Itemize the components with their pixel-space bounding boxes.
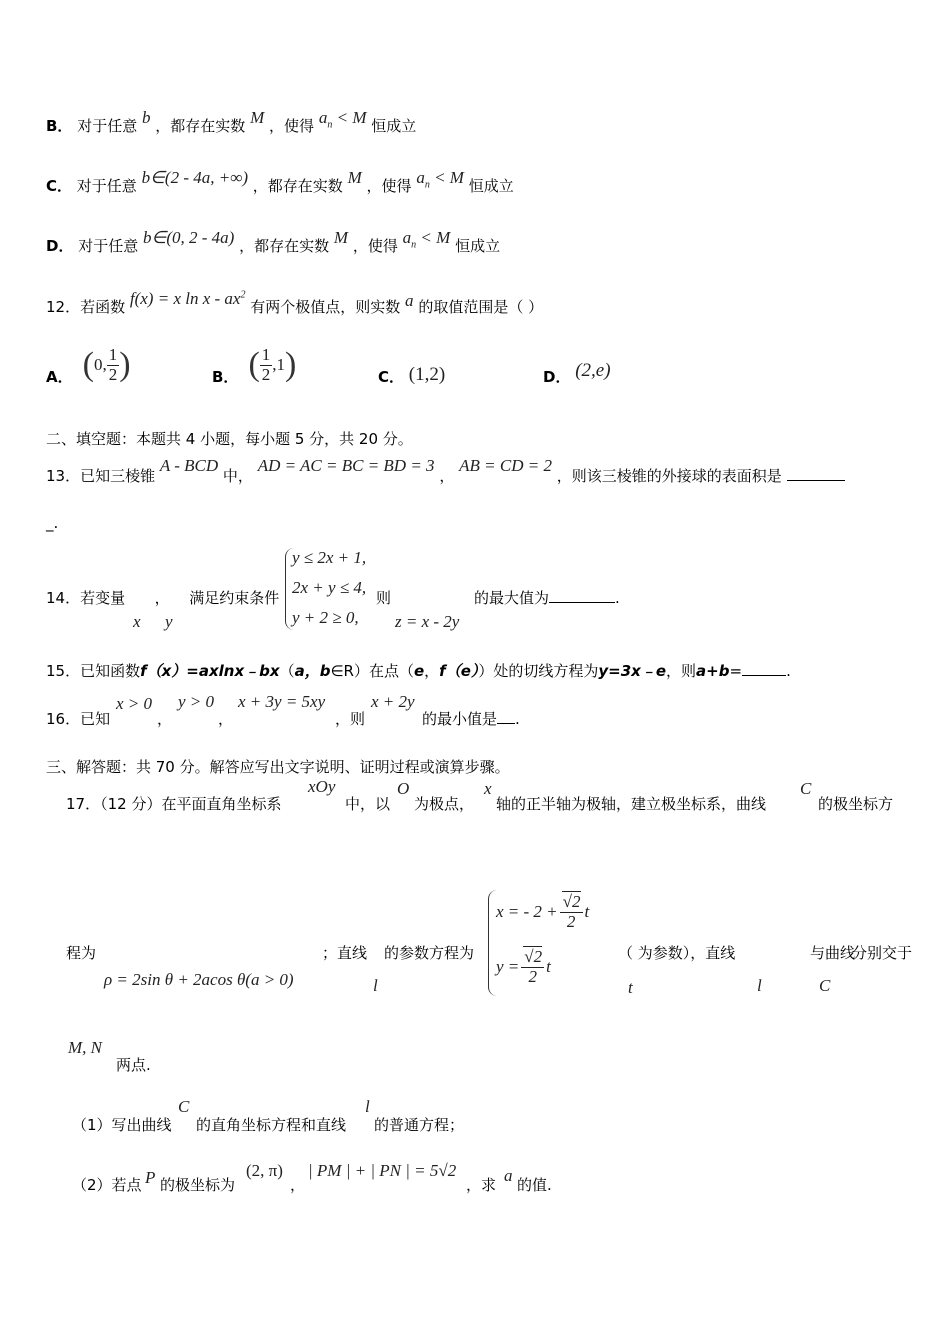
math-var-x: x	[133, 612, 141, 631]
math-expr: AD = AC = BC = BD = 3	[257, 456, 435, 475]
option-d-q12	[543, 360, 611, 388]
math-expr: x > 0	[116, 694, 153, 713]
math-var-y: y	[165, 612, 173, 631]
math-expr: f(x) = x ln x - $ax^2$	[129, 289, 246, 308]
part-2-text: ，	[290, 1176, 306, 1194]
math-expr: x + 3y = 5xy	[238, 692, 326, 711]
math-expr: b∈(2 - 4a, +∞)	[141, 168, 248, 187]
question-text: ，则该三棱锥的外接球的表面积是	[556, 467, 782, 485]
option-label: C．	[378, 368, 405, 386]
question-text: 中，	[222, 467, 253, 485]
constraint-2: 2x + y ≤ 4,	[292, 578, 367, 597]
question-17: 17．（12 分）在平面直角坐标系	[66, 795, 282, 813]
math-expr: ( 0, $\frac{1}{2}$ )	[82, 344, 131, 384]
question-text: 则	[376, 589, 392, 607]
option-d-q11	[46, 228, 501, 258]
part-2-text: 的值.	[517, 1176, 552, 1194]
option-label: D．	[46, 237, 74, 255]
option-c-q12	[378, 366, 445, 388]
math-expr: $a_n < M$	[318, 108, 367, 131]
option-text: 恒成立	[371, 117, 417, 135]
option-text: 恒成立	[455, 237, 501, 255]
answer-blank	[549, 588, 615, 603]
math-expr: M	[347, 168, 362, 187]
question-text: 轴的正半轴为极轴，建立极坐标系，曲线	[496, 795, 767, 813]
option-a-q12	[46, 340, 131, 390]
part-1-text: 的直角坐标方程和直线	[196, 1116, 347, 1134]
math-expr: b	[142, 108, 151, 127]
question-text: 满足约束条件	[189, 589, 280, 607]
question-text: 分别交于	[852, 944, 913, 962]
math-expr: (1,2)	[408, 364, 446, 385]
math-expr: x	[484, 779, 492, 798]
option-text: ，使得	[352, 237, 398, 255]
option-text: ，都存在实数	[239, 237, 330, 255]
option-text: ，都存在实数	[155, 117, 246, 135]
section-heading: 二、填空题：本题共 4 小题，每小题 5 分，共 20 分。	[46, 430, 413, 448]
option-text: ，都存在实数	[252, 177, 343, 195]
math-expr: (2, π)	[246, 1161, 283, 1180]
math-expr: AB = CD = 2	[459, 456, 552, 475]
math-var-C: C	[178, 1097, 190, 1116]
question-text: （ 为参数），直线	[618, 944, 736, 962]
option-text: ，使得	[366, 177, 412, 195]
question-text: 有两个极值点，则实数	[250, 298, 401, 316]
math-var-l: l	[757, 976, 762, 995]
question-text: 为极点，	[414, 795, 475, 813]
question-13	[46, 456, 845, 486]
question-14-tail: 的最大值为 .	[474, 589, 620, 607]
math-expr: $a_n < M$	[402, 228, 451, 251]
answer-blank	[497, 709, 515, 724]
option-text: 恒成立	[468, 177, 514, 195]
option-label: A．	[46, 367, 73, 386]
question-text: ，	[439, 467, 455, 485]
part-2-text: ，求	[466, 1176, 497, 1194]
param-y: y = $\frac{√2}{2}$ t	[496, 947, 551, 986]
math-expr: M, N	[68, 1038, 102, 1057]
question-text: 的参数方程为	[384, 944, 475, 962]
option-b-q11	[46, 108, 417, 138]
option-text: 对于任意	[77, 117, 138, 135]
math-expr: xOy	[308, 777, 336, 796]
math-expr: (2,e)	[575, 360, 611, 381]
question-text: 中，以	[345, 795, 391, 813]
option-label: C．	[46, 177, 73, 195]
part-2-text: （2）若点	[72, 1176, 142, 1194]
constraint-3: y + 2 ≥ 0,	[292, 608, 359, 627]
param-x: x = - 2 + $\frac{√2}{2}$ t	[496, 892, 590, 931]
math-var-l: l	[373, 976, 378, 995]
question-text: ，	[154, 589, 170, 607]
math-var-a: a	[504, 1166, 513, 1185]
question-12	[46, 289, 544, 317]
math-expr: x + 2y	[371, 692, 415, 711]
math-expr: b∈(0, 2 - 4a)	[143, 228, 235, 247]
question-text: ，则	[335, 710, 366, 728]
math-expr: M	[333, 228, 349, 247]
section-heading: 三、解答题：共 70 分。解答应写出文字说明、证明过程或演算步骤。	[46, 758, 510, 776]
option-text: ，使得	[269, 117, 315, 135]
math-expr: $a_n < M$	[416, 168, 464, 191]
question-13-continuation: _.	[46, 514, 59, 532]
math-var-P: P	[145, 1168, 156, 1187]
math-expr: C	[800, 779, 812, 798]
part-2-text: 的极坐标为	[160, 1176, 236, 1194]
polar-equation: ρ = 2sin θ + 2acos θ(a > 0)	[104, 970, 294, 989]
math-expr: a	[405, 291, 414, 310]
math-var-t: t	[628, 978, 633, 997]
question-number: 12．若函数	[46, 298, 126, 316]
option-text: 对于任意	[76, 177, 137, 195]
option-label: B．	[212, 367, 239, 386]
question-text: 程为	[66, 944, 97, 962]
constraint-1: y ≤ 2x + 1,	[292, 548, 367, 567]
math-expr: A - BCD	[159, 456, 219, 475]
answer-blank	[742, 661, 786, 676]
question-number: 16．已知	[46, 710, 111, 728]
part-1-text: 的普通方程；	[374, 1116, 465, 1134]
question-text: 两点.	[116, 1056, 151, 1074]
question-text: 的取值范围是（ ）	[418, 298, 544, 316]
answer-blank	[787, 466, 845, 481]
math-expr: y > 0	[178, 692, 215, 711]
question-text: ；直线	[322, 944, 368, 962]
option-label: B．	[46, 117, 73, 135]
math-expr: M	[250, 108, 265, 127]
question-15: 15．已知函数f（x）=axlnx﹣bx（a，b∈R）在点（e，f（e））处的切线方程为y=3x﹣e，则a+b= .	[46, 662, 791, 680]
option-text: 对于任意	[78, 237, 139, 255]
question-number: 13．已知三棱锥	[46, 467, 156, 485]
math-var-C: C	[819, 976, 831, 995]
question-text: 的极坐标方	[818, 795, 894, 813]
question-16-tail: 的最小值是 .	[422, 710, 520, 728]
math-var-l: l	[365, 1097, 370, 1116]
question-14	[46, 587, 279, 608]
math-expr: z = x - 2y	[395, 612, 460, 631]
question-number: 14．若变量	[46, 589, 126, 607]
part-1-text: （1）写出曲线	[72, 1116, 172, 1134]
question-16	[46, 708, 110, 729]
question-text: 与曲线	[810, 944, 856, 962]
option-c-q11	[46, 168, 514, 198]
math-expr: | PM | + | PN | = 5√2	[308, 1161, 457, 1180]
math-expr: ( $\frac{1}{2}$ ,1 )	[248, 344, 297, 384]
option-b-q12	[212, 340, 296, 390]
math-expr: O	[397, 779, 410, 798]
option-label: D．	[543, 368, 571, 386]
